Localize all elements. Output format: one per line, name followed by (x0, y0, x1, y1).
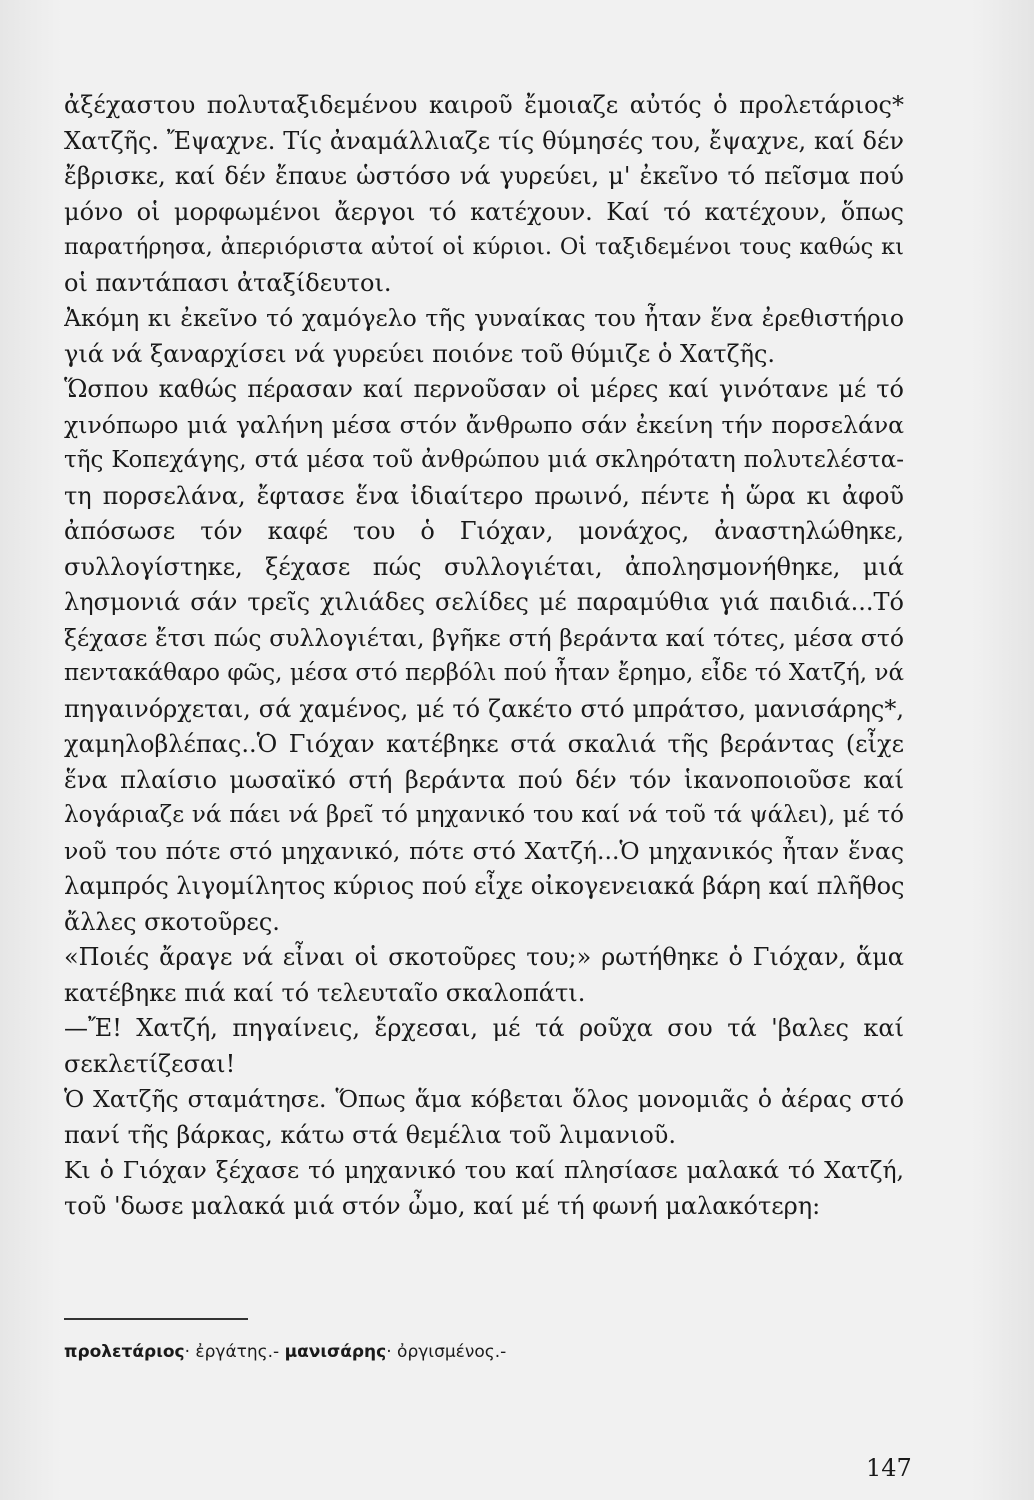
text-line: λογάριαζε νά πάει νά βρεῖ τό μηχανικό του καί νά τοῦ τά ψάλει), μέ τό (64, 802, 904, 828)
footnote-definition-2: · ὀργισμένος.- (386, 1342, 507, 1362)
text-line: «Ποιές ἄραγε νά εἶναι οἱ σκοτοῦρες του;» ρωτήθηκε ὁ Γιόχαν, ἅμα (64, 943, 904, 971)
text-line: ἄλλες σκοτοῦρες. (64, 907, 280, 936)
text-line: νοῦ του πότε στό μηχανικό, πότε στό Χατζή...Ὁ μηχανικός ἦταν ἕνας (64, 836, 904, 865)
text-line: Ὥσπου καθώς πέρασαν καί περνοῦσαν οἱ μέρες καί γινότανε μέ τό (64, 375, 904, 403)
footnote-definition-1: · ἐργάτης.- (184, 1342, 285, 1362)
text-line: μόνο οἱ μορφωμένοι ἄεργοι τό κατέχουν. Καί τό κατέχουν, ὅπως (64, 197, 904, 226)
page-number: 147 (866, 1454, 912, 1482)
text-line: Κι ὁ Γιόχαν ξέχασε τό μηχανικό του καί πλησίασε μαλακά τό Χατζή, (64, 1156, 904, 1184)
text-line: συλλογίστηκε, ξέχασε πώς συλλογιέται, ἀπολησμονήθηκε, μιά (64, 552, 904, 581)
body-text (64, 88, 904, 1224)
text-line: κατέβηκε πιά καί τό τελευταῖο σκαλοπάτι. (64, 978, 586, 1007)
text-line: ἀπόσωσε τόν καφέ του ὁ Γιόχαν, μονάχος, ἀναστηλώθηκε, (64, 517, 904, 545)
footnote-term-1: προλετάριος (64, 1342, 185, 1362)
text-line: πηγαινόρχεται, σά χαμένος, μέ τό ζακέτο στό μπράτσο, μανισάρης*, (64, 694, 904, 723)
text-line: οἱ παντάπασι ἀταξίδευτοι. (64, 268, 392, 297)
text-line: πεντακάθαρο φῶς, μέσα στό περβόλι πού ἦταν ἔρημο, εἶδε τό Χατζή, νά (64, 660, 904, 686)
text-line: ἕνα πλαίσιο μωσαϊκό στή βεράντα πού δέν τόν ἱκανοποιοῦσε καί (64, 765, 904, 794)
text-line: Ὁ Χατζῆς σταμάτησε. Ὅπως ἅμα κόβεται ὅλος μονομιᾶς ὁ ἀέρας στό (64, 1085, 904, 1113)
text-line: παρατήρησα, ἀπεριόριστα αὐτοί οἱ κύριοι. Οἱ ταξιδεμένοι τους καθώς κι (64, 234, 904, 260)
text-line: λαμπρός λιγομίλητος κύριος πού εἶχε οἰκογενειακά βάρη καί πλῆθος (64, 872, 904, 900)
text-line: πανί τῆς βάρκας, κάτω στά θεμέλια τοῦ λιμανιοῦ. (64, 1120, 677, 1149)
text-line: τῆς Κοπεχάγης, στά μέσα τοῦ ἀνθρώπου μιά σκληρότατη πολυτελέστα- (64, 447, 904, 473)
text-line: Ἀκόμη κι ἐκεῖνο τό χαμόγελο τῆς γυναίκας του ἦταν ἕνα ἐρεθιστήριο (64, 304, 904, 332)
text-line: ἔβρισκε, καί δέν ἔπαυε ὡστόσο νά γυρεύει, μ' ἐκεῖνο τό πεῖσμα πού (64, 162, 904, 190)
text-line: —Ἔ! Χατζή, πηγαίνεις, ἔρχεσαι, μέ τά ροῦχα σου τά 'βαλες καί (64, 1014, 904, 1042)
text-line: γιά νά ξαναρχίσει νά γυρεύει ποιόνε τοῦ θύμιζε ὁ Χατζῆς. (64, 339, 776, 368)
text-line: χαμηλοβλέπας..Ὁ Γιόχαν κατέβηκε στά σκαλιά τῆς βεράντας (εἶχε (64, 730, 904, 758)
footnote-rule (64, 1318, 248, 1320)
footnote-term-2: μανισάρης (284, 1342, 387, 1362)
text-line: ξέχασε ἔτσι πώς συλλογιέται, βγῆκε στή βεράντα καί τότες, μέσα στό (64, 623, 904, 652)
text-line: ἀξέχαστου πολυταξιδεμένου καιροῦ ἔμοιαζε αὐτός ὁ προλετάριος* (64, 91, 904, 119)
footnote (64, 1342, 506, 1362)
text-line: τη πορσελάνα, ἔφτασε ἕνα ἰδιαίτερο πρωινό, πέντε ἡ ὥρα κι ἀφοῦ (64, 481, 904, 510)
text-line: χινόπωρο μιά γαλήνη μέσα στόν ἄνθρωπο σάν ἐκείνη τήν πορσελάνα (64, 410, 904, 439)
text-line: σεκλετίζεσαι! (64, 1049, 236, 1078)
text-line: Χατζῆς. Ἔψαχνε. Τίς ἀναμάλλιαζε τίς θύμησές του, ἔψαχνε, καί δέν (64, 126, 904, 155)
text-line: τοῦ 'δωσε μαλακά μιά στόν ὦμο, καί μέ τή φωνή μαλακότερη: (64, 1191, 821, 1220)
text-line: λησμονιά σάν τρεῖς χιλιάδες σελίδες μέ παραμύθια γιά παιδιά...Τό (64, 588, 904, 616)
